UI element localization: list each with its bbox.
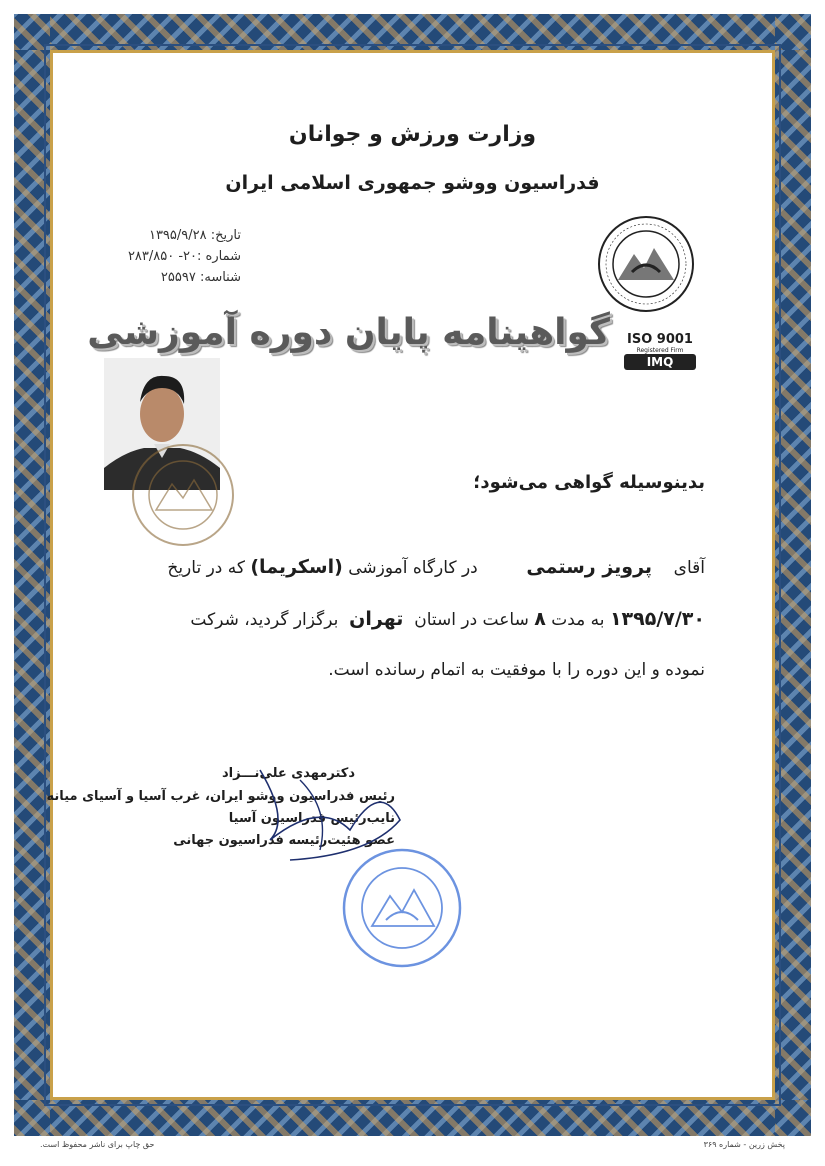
iso-label: ISO 9001 [627,332,693,347]
certify-statement: بدینوسیله گواهی می‌شود؛ [473,472,705,493]
body-line-3: نموده و این دوره را با موفقیت به اتمام رسانده است. [328,660,705,680]
signatory-role-1: رئیس فدراسیون ووشو ایران، غرب آسیا و آسیای میانه [46,789,395,804]
date-text: که در تاریخ [167,558,245,578]
signatory-name: دکترمهدی علی‌نـــزاد [222,766,355,781]
signatory-role-3: عضو هئیت‌رئیسه فدراسیون جهانی [173,833,395,848]
footer-copyright: حق چاپ برای ناشر محفوظ است. [40,1140,155,1149]
province-name: تهران [349,608,404,630]
certificate-title: گواهینامه پایان دوره آموزشی [87,312,610,353]
federation-heading: فدراسیون ووشو جمهوری اسلامی ایران [225,172,600,194]
body-line-2 [120,608,705,630]
title-mr: آقای [673,558,705,578]
recipient-name: پرویز رستمی [526,556,653,578]
ministry-heading: وزارت ورزش و جوانان [288,122,537,147]
federation-stamp [340,846,464,970]
course-hours: ۸ [534,608,546,630]
federation-emblem [596,214,696,314]
signatory-role-2: نایب‌رئیس فدراسیون آسیا [228,811,395,826]
held-text: برگزار گردید، شرکت [190,610,339,630]
course-name: (اسکریما) [250,556,343,578]
course-date: ۱۳۹۵/۷/۳۰ [609,608,705,630]
province-text: ساعت در استان [414,610,529,630]
footer-printer: پخش زرین - شماره ۳۶۹ [703,1140,785,1149]
duration-text: به مدت [551,610,605,630]
iso-registered-label: Registered Firm [636,347,684,354]
body-line-1 [120,556,705,578]
reference-number: شماره :۲۰- ۲۸۳/۸۵۰ [127,249,241,264]
workshop-text: در کارگاه آموزشی [348,558,478,578]
issue-date: تاریخ: ۱۳۹۵/۹/۲۸ [148,228,241,243]
imq-logo: IMQ [624,354,696,370]
certificate-id: شناسه: ۲۵۵۹۷ [160,270,241,285]
photo-stamp [128,440,238,550]
